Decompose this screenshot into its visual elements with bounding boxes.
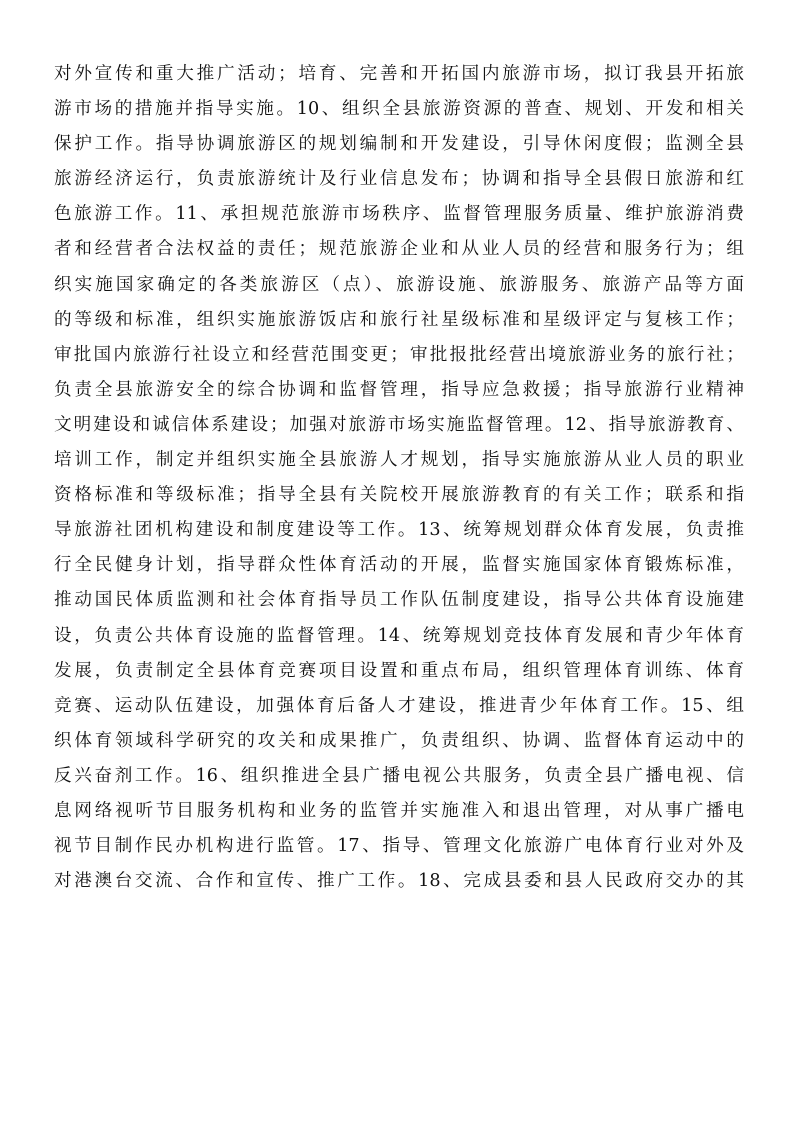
text-line: 设，负责公共体育设施的监督管理。14、统筹规划竞技体育发展和青少年体育: [54, 625, 744, 646]
text-line: 竞赛、运动队伍建设，加强体育后备人才建设，推进青少年体育工作。15、组: [54, 695, 744, 716]
text-line: 织体育领域科学研究的攻关和成果推广，负责组织、协调、监督体育运动中的: [54, 730, 744, 751]
text-line: 负责全县旅游安全的综合协调和监督管理，指导应急救援；指导旅游行业精神: [54, 379, 744, 400]
text-line: 审批国内旅游行社设立和经营范围变更；审批报批经营出境旅游业务的旅行社；: [54, 344, 744, 365]
text-line: 反兴奋剂工作。16、组织推进全县广播电视公共服务，负责全县广播电视、信: [54, 765, 744, 786]
text-line: 对港澳台交流、合作和宣传、推广工作。18、完成县委和县人民政府交办的其: [54, 871, 744, 892]
text-line: 导旅游社团机构建设和制度建设等工作。13、统筹规划群众体育发展，负责推: [54, 520, 744, 541]
text-line: 文明建设和诚信体系建设；加强对旅游市场实施监督管理。12、指导旅游教育、: [54, 414, 744, 435]
text-line: 的等级和标准，组织实施旅游饭店和旅行社星级标准和星级评定与复核工作；: [54, 309, 744, 330]
text-line: 资格标准和等级标准；指导全县有关院校开展旅游教育的有关工作；联系和指: [54, 485, 744, 506]
text-line: 培训工作，制定并组织实施全县旅游人才规划，指导实施旅游从业人员的职业: [54, 450, 744, 471]
text-line: 游市场的措施并指导实施。10、组织全县旅游资源的普查、规划、开发和相关: [54, 99, 744, 120]
body-paragraph: [54, 57, 744, 899]
text-line: 发展，负责制定全县体育竞赛项目设置和重点布局，组织管理体育训练、体育: [54, 660, 744, 681]
text-line: 息网络视听节目服务机构和业务的监管并实施准入和退出管理，对从事广播电: [54, 800, 744, 821]
text-line: 推动国民体质监测和社会体育指导员工作队伍制度建设，指导公共体育设施建: [54, 590, 744, 611]
text-line: 保护工作。指导协调旅游区的规划编制和开发建设，引导休闲度假；监测全县: [54, 134, 744, 155]
text-line: 旅游经济运行，负责旅游统计及行业信息发布；协调和指导全县假日旅游和红: [54, 169, 744, 190]
text-line: 行全民健身计划，指导群众性体育活动的开展，监督实施国家体育锻炼标准，: [54, 555, 744, 576]
text-line: 色旅游工作。11、承担规范旅游市场秩序、监督管理服务质量、维护旅游消费: [54, 204, 744, 225]
text-line: 者和经营者合法权益的责任；规范旅游企业和从业人员的经营和服务行为；组: [54, 239, 744, 260]
text-line: 织实施国家确定的各类旅游区（点）、旅游设施、旅游服务、旅游产品等方面: [54, 274, 744, 295]
text-line: 对外宣传和重大推广活动；培育、完善和开拓国内旅游市场，拟订我县开拓旅: [54, 64, 744, 84]
text-line: 视节目制作民办机构进行监管。17、指导、管理文化旅游广电体育行业对外及: [54, 836, 744, 857]
